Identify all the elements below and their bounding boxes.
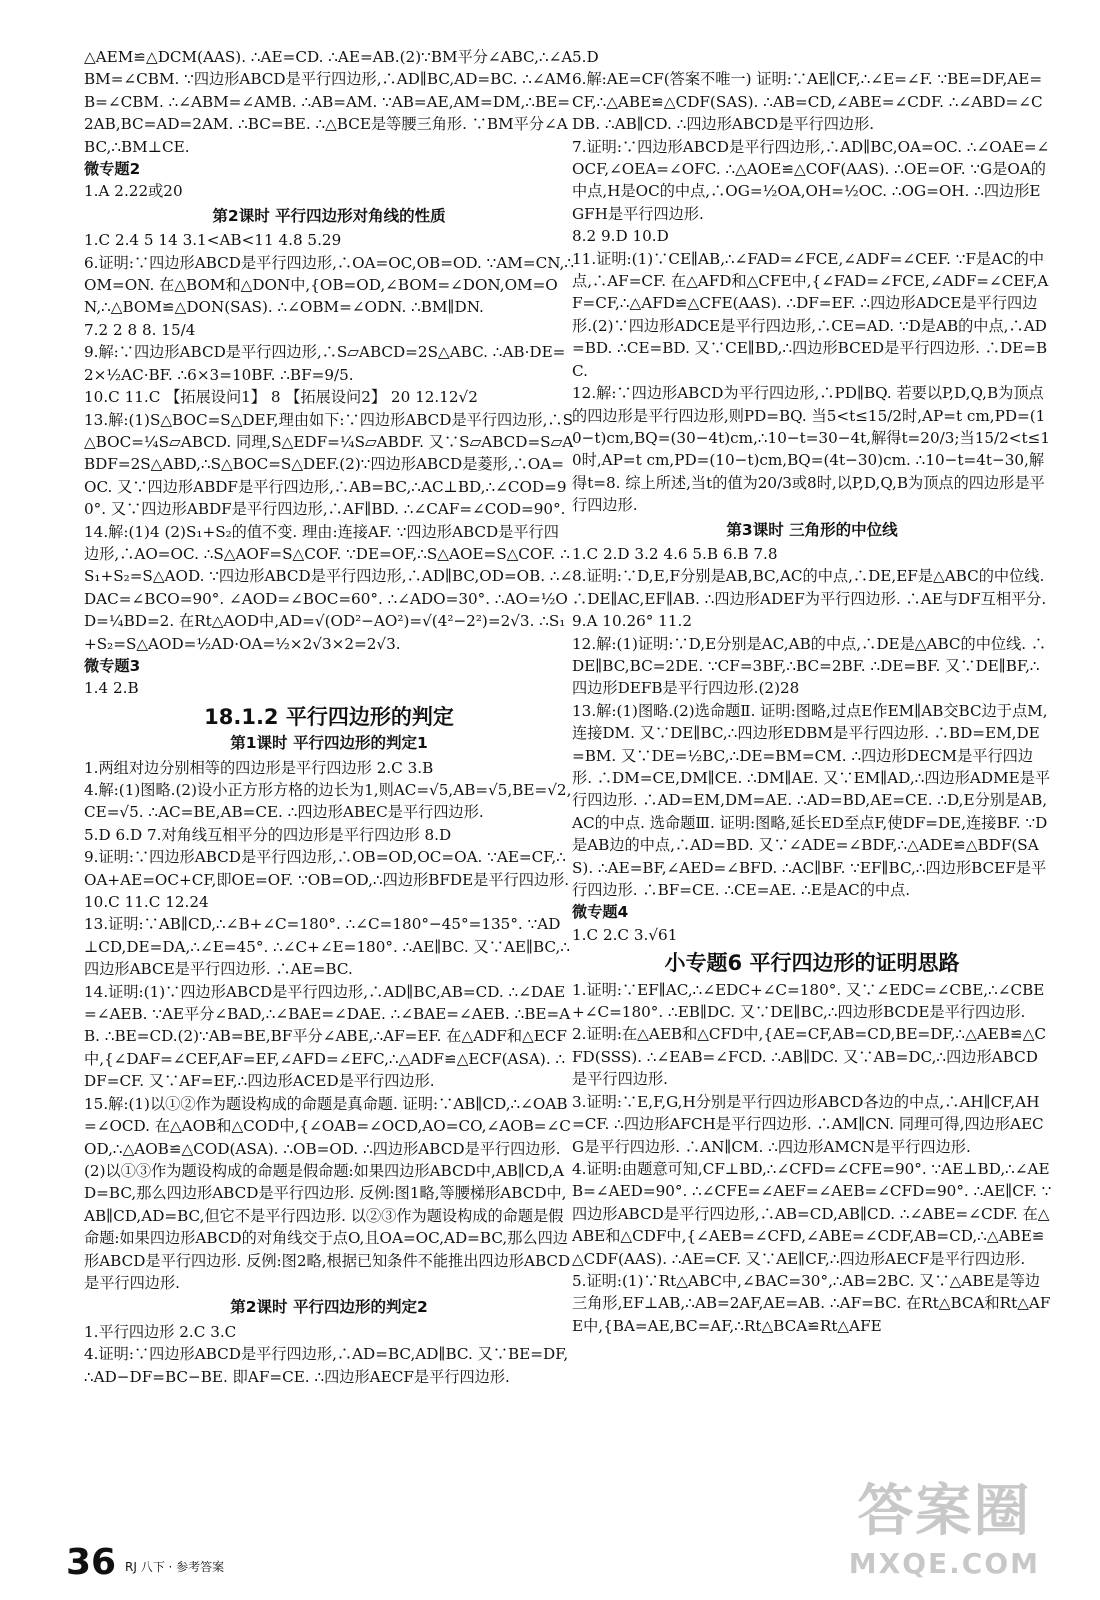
section-heading: 18.1.2 平行四边形的判定: [204, 704, 454, 729]
watermark: [849, 1467, 1040, 1580]
answer-paragraph: 13.证明:∵AB∥CD,∴∠B+∠C=180°. ∴∠C=180°−45°=135°. ∵AD⊥CD,DE=DA,∴∠E=45°. ∴∠C+∠E=180°. ∴AE∥BC. 又∵AE∥BC,∴四边形ABCE是平行四边形. ∴AE=BC.: [84, 915, 570, 979]
answer-paragraph: △AEM≌△DCM(AAS). ∴AE=CD. ∴AE=AB.(2)∵BM平分∠ABC,∴∠ABM=∠CBM. ∵四边形ABCD是平行四边形,∴AD∥BC,AD=BC. ∴∠AMB=∠CBM. ∴∠ABM=∠AMB. ∴AB=AM. ∵AB=AE,AM=DM,∴BE=2AB,BC=AD=2AM. ∴BC=BE. ∴△BCE是等腰三角形. ∵BM平分∠ABC,∴BM⊥CE.: [84, 48, 573, 156]
answer-paragraph: 14.解:(1)4 (2)S₁+S₂的值不变. 理由:连接AF. ∵四边形ABCD是平行四边形,∴AO=OC. ∴S△AOF=S△COF. ∵DE=OF,∴S△AOE=S△COF. ∴S₁+S₂=S△AOD. ∵四边形ABCD是平行四边形,∴AD∥BC,OD=OB. ∴∠DAC=∠BCO=90°. ∠AOD=∠BOC=60°. ∴∠ADO=30°. ∴AO=½OD=¼BD=2. 在Rt△AOD中,AD=√(OD²−AO²)=√(4²−2²)=2√3. ∴S₁+S₂=S△AOD=½AD·OA=½×2√3×2=2√3.: [84, 522, 573, 653]
answer-paragraph: 1.C 2.C 3.√61: [572, 925, 678, 944]
answer-paragraph: 5.D 6.D 7.对角线互相平分的四边形是平行四边形 8.D: [84, 825, 452, 844]
section-label: 微专题4: [572, 903, 629, 922]
answer-paragraph: 9.证明:∵四边形ABCD是平行四边形,∴OB=OD,OC=OA. ∵AE=CF,∴OA+AE=OC+CF,即OE=OF. ∵OB=OD,∴四边形BFDE是平行四边形.: [84, 848, 570, 889]
answer-paragraph: 4.证明:∵四边形ABCD是平行四边形,∴AD=BC,AD∥BC. 又∵BE=DF,∴AD−DF=BC−BE. 即AF=CE. ∴四边形AECF是平行四边形.: [84, 1345, 569, 1386]
answer-paragraph: 1.C 2.D 3.2 4.6 5.B 6.B 7.8: [572, 544, 778, 563]
left-column: [84, 46, 574, 1388]
answer-paragraph: 10.C 11.C 【拓展设问1】 8 【拓展设问2】 20 12.12√2: [84, 388, 478, 407]
answer-paragraph: 15.解:(1)以①②作为题设构成的命题是真命题. 证明:∵AB∥CD,∴∠OAB=∠OCD. 在△AOB和△COD中,{∠OAB=∠OCD,AO=CO,∠AOB=∠COD,∴△AOB≌△COD(ASA). ∴OB=OD. ∴四边形ABCD是平行四边形.(2)以①③作为题设构成的命题是假命题:如果四边形ABCD中,AB∥CD,AD=BC,那么四边形ABCD是平行四边形. 反例:图1略,等腰梯形ABCD中,AB∥CD,AD=BC,但它不是平行四边形. 以②③作为题设构成的命题是假命题:如果四边形ABCD的对角线交于点O,且OA=OC,AD=BC,那么四边形ABCD是平行四边形. 反例:图2略,根据已知条件不能推出四边形ABCD是平行四边形.: [84, 1094, 571, 1292]
answer-paragraph: 9.解:∵四边形ABCD是平行四边形,∴S▱ABCD=2S△ABC. ∴AB·DE=2×½AC·BF. ∴6×3=10BF. ∴BF=9/5.: [84, 343, 566, 384]
answer-paragraph: 13.解:(1)S△BOC=S△DEF,理由如下:∵四边形ABCD是平行四边形,∴S△BOC=¼S▱ABCD. 同理,S△EDF=¼S▱ABDF. 又∵S▱ABCD=S▱ABDF=2S△ABD,∴S△BOC=S△DEF.(2)∵四边形ABCD是菱形,∴OA=OC. 又∵四边形ABDF是平行四边形,∴AB=BC,∴AC⊥BD,∴∠COD=90°. 又∵四边形ABDF是平行四边形,∴AF∥BD. ∴∠CAF=∠COD=90°.: [84, 410, 574, 519]
answer-paragraph: 12.解:∵四边形ABCD为平行四边形,∴PD∥BQ. 若要以P,D,Q,B为顶点的四边形是平行四边形,则PD=BQ. 当5<t≤15/2时,AP=t cm,PD=(10−t)cm,BQ=(30−4t)cm,∴10−t=30−4t,解得t=20/3;当15/2<t≤10时,AP=t cm,PD=(10−t)cm,BQ=(4t−30)cm. ∴10−t=4t−30,解得t=8. 综上所述,当t的值为20/3或8时,以P,D,Q,B为顶点的四边形是平行四边形.: [572, 384, 1051, 515]
answer-paragraph: 6.解:AE=CF(答案不唯一) 证明:∵AE∥CF,∴∠E=∠F. ∵BE=DF,AE=CF,∴△ABE≌△CDF(SAS). ∴AB=CD,∠ABE=∠CDF. ∴∠ABD=∠CDB. ∴AB∥CD. ∴四边形ABCD是平行四边形.: [572, 70, 1043, 134]
section-heading: 小专题6 平行四边形的证明思路: [664, 951, 960, 976]
answer-paragraph: 8.证明:∵D,E,F分别是AB,BC,AC的中点,∴DE,EF是△ABC的中位线. ∴DE∥AC,EF∥AB. ∴四边形ADEF为平行四边形. ∴AE与DF互相平分.: [572, 567, 1047, 608]
answer-paragraph: 12.解:(1)证明:∵D,E分别是AC,AB的中点,∴DE是△ABC的中位线. ∴DE∥BC,BC=2DE. ∵CF=3BF,∴BC=2BF. ∴DE=BF. 又∵DE∥BF,∴四边形DEFB是平行四边形.(2)28: [572, 634, 1047, 698]
answer-paragraph: 1.两组对边分别相等的四边形是平行四边形 2.C 3.B: [84, 758, 434, 777]
answer-paragraph: 7.证明:∵四边形ABCD是平行四边形,∴AD∥BC,OA=OC. ∴∠OAE=∠OCF,∠OEA=∠OFC. ∴△AOE≌△COF(AAS). ∴OE=OF. ∵G是OA的中点,H是OC的中点,∴OG=½OA,OH=½OC. ∴OG=OH. ∴四边形EGFH是平行四边形.: [572, 137, 1050, 223]
section-label: 微专题2: [84, 160, 141, 179]
answer-paragraph: 4.证明:由题意可知,CF⊥BD,∴∠CFD=∠CFE=90°. ∵AE⊥BD,∴∠AEB=∠AED=90°. ∴∠CFE=∠AEF=∠AEB=∠CFD=90°. ∴AE∥CF. ∵四边形ABCD是平行四边形,∴AB=CD,AB∥CD. ∴∠ABE=∠CDF. 在△ABE和△CDF中,{∠AEB=∠CFD,∠ABE=∠CDF,AB=CD,∴△ABE≌△CDF(AAS). ∴AE=CF. 又∵AE∥CF,∴四边形AECF是平行四边形.: [572, 1159, 1052, 1268]
answer-paragraph: 9.A 10.26° 11.2: [572, 612, 693, 631]
section-heading: 第2课时 平行四边形对角线的性质: [212, 206, 446, 225]
answer-paragraph: 3.证明:∵E,F,G,H分别是平行四边形ABCD各边的中点,∴AH∥CF,AH=CF. ∴四边形AFCH是平行四边形. ∴AM∥CN. 同理可得,四边形AECG是平行四边形. ∴AN∥CM. ∴四边形AMCN是平行四边形.: [572, 1092, 1044, 1156]
page-number: 36: [66, 1542, 117, 1583]
section-heading: 第3课时 三角形的中位线: [726, 520, 898, 539]
answer-paragraph: 10.C 11.C 12.24: [84, 893, 209, 912]
answer-paragraph: 13.解:(1)图略.(2)选命题Ⅱ. 证明:图略,过点E作EM∥AB交BC边于点M,连接DM. 又∵DE∥BC,∴四边形EDBM是平行四边形. ∴BD=EM,DE=BM. 又∵DE=½BC,∴DE=BM=CM. ∴四边形DECM是平行四边形. ∴DM=CE,DM∥CE. ∴DM∥AE. 又∵EM∥AD,∴四边形ADME是平行四边形. ∴AD=EM,DM=AE. ∴AD=BD,AE=CE. ∴D,E分别是AB,AC的中点. 选命题Ⅲ. 证明:图略,延长ED至点F,使DF=DE,连接BF. ∵D是AB边的中点,∴AD=BD. 又∵∠ADE=∠BDF,∴△ADE≌△BDF(SAS). ∴AE=BF,∠AED=∠BFD. ∴AC∥BF. ∵EF∥BC,∴四边形BCEF是平行四边形. ∴BF=CE. ∴CE=AE. ∴E是AC的中点.: [572, 701, 1051, 900]
answer-paragraph: 1.4 2.B: [84, 679, 139, 698]
answer-paragraph: 8.2 9.D 10.D: [572, 227, 669, 246]
answer-paragraph: 1.C 2.4 5 14 3.1<AB<11 4.8 5.29: [84, 231, 342, 250]
answer-paragraph: 4.解:(1)图略.(2)设小正方形方格的边长为1,则AC=√5,AB=√5,BE=√2,CE=√5. ∴AC=BE,AB=CE. ∴四边形ABEC是平行四边形.: [84, 781, 572, 822]
answer-paragraph: 7.2 2 8 8. 15/4: [84, 320, 196, 339]
answer-paragraph: 1.平行四边形 2.C 3.C: [84, 1322, 237, 1341]
right-column: [572, 46, 1052, 1337]
watermark-url: MXQE.COM: [848, 1547, 1040, 1580]
answer-paragraph: 1.证明:∵EF∥AC,∴∠EDC+∠C=180°. 又∵∠EDC=∠CBE,∴∠CBE+∠C=180°. ∴EB∥DC. 又∵DE∥BC,∴四边形BCDE是平行四边形.: [572, 980, 1045, 1022]
answer-paragraph: 11.证明:(1)∵CE∥AB,∴∠FAD=∠FCE,∠ADF=∠CEF. ∵F是AC的中点,∴AF=CF. 在△AFD和△CFE中,{∠FAD=∠FCE,∠ADF=∠CEF,AF=CF,∴△AFD≌△CFE(AAS). ∴DF=EF. ∴四边形ADCE是平行四边形.(2)∵四边形ADCE是平行四边形,∴CE=AD. ∵D是AB的中点,∴AD=BD. ∴CE=BD. 又∵CE∥BD,∴四边形BCED是平行四边形. ∴DE=BC.: [572, 249, 1049, 380]
answer-paragraph: 2.证明:在△AEB和△CFD中,{AE=CF,AB=CD,BE=DF,∴△AEB≌△CFD(SSS). ∴∠EAB=∠FCD. ∴AB∥DC. 又∵AB=DC,∴四边形ABCD是平行四边形.: [572, 1025, 1047, 1089]
answer-paragraph: 6.证明:∵四边形ABCD是平行四边形,∴OA=OC,OB=OD. ∵AM=CN,∴OM=ON. 在△BOM和△DON中,{OB=OD,∠BOM=∠DON,OM=ON,∴△BOM≌△DON(SAS). ∴∠OBM=∠ODN. ∴BM∥DN.: [84, 253, 574, 317]
footer-label: RJ 八下 · 参考答案: [125, 1560, 225, 1574]
answer-paragraph: 5.D: [572, 48, 599, 66]
section-label: 微专题3: [84, 656, 141, 675]
section-heading: 第1课时 平行四边形的判定1: [230, 734, 428, 753]
answer-paragraph: 5.证明:(1)∵Rt△ABC中,∠BAC=30°,∴AB=2BC. 又∵△ABE是等边三角形,EF⊥AB,∴AB=2AF,AE=AB. ∴AF=BC. 在Rt△BCA和Rt△AFE中,{BA=AE,BC=AF,∴Rt△BCA≌Rt△AFE: [572, 1271, 1051, 1335]
watermark-logo-icon: 答案圈: [857, 1479, 1032, 1544]
answer-paragraph: 1.A 2.22或20: [84, 182, 183, 201]
answer-paragraph: 14.证明:(1)∵四边形ABCD是平行四边形,∴AD∥BC,AB=CD. ∴∠DAE=∠AEB. ∵AE平分∠BAD,∴∠BAE=∠DAE. ∴∠BAE=∠AEB. ∴BE=AB. ∴BE=CD.(2)∵AB=BE,BF平分∠ABE,∴AF=EF. 在△ADF和△ECF中,{∠DAF=∠CEF,AF=EF,∠AFD=∠EFC,∴△ADF≌△ECF(ASA). ∴DF=CF. 又∵AF=EF,∴四边形ACED是平行四边形.: [84, 982, 571, 1091]
section-heading: 第2课时 平行四边形的判定2: [230, 1298, 428, 1317]
